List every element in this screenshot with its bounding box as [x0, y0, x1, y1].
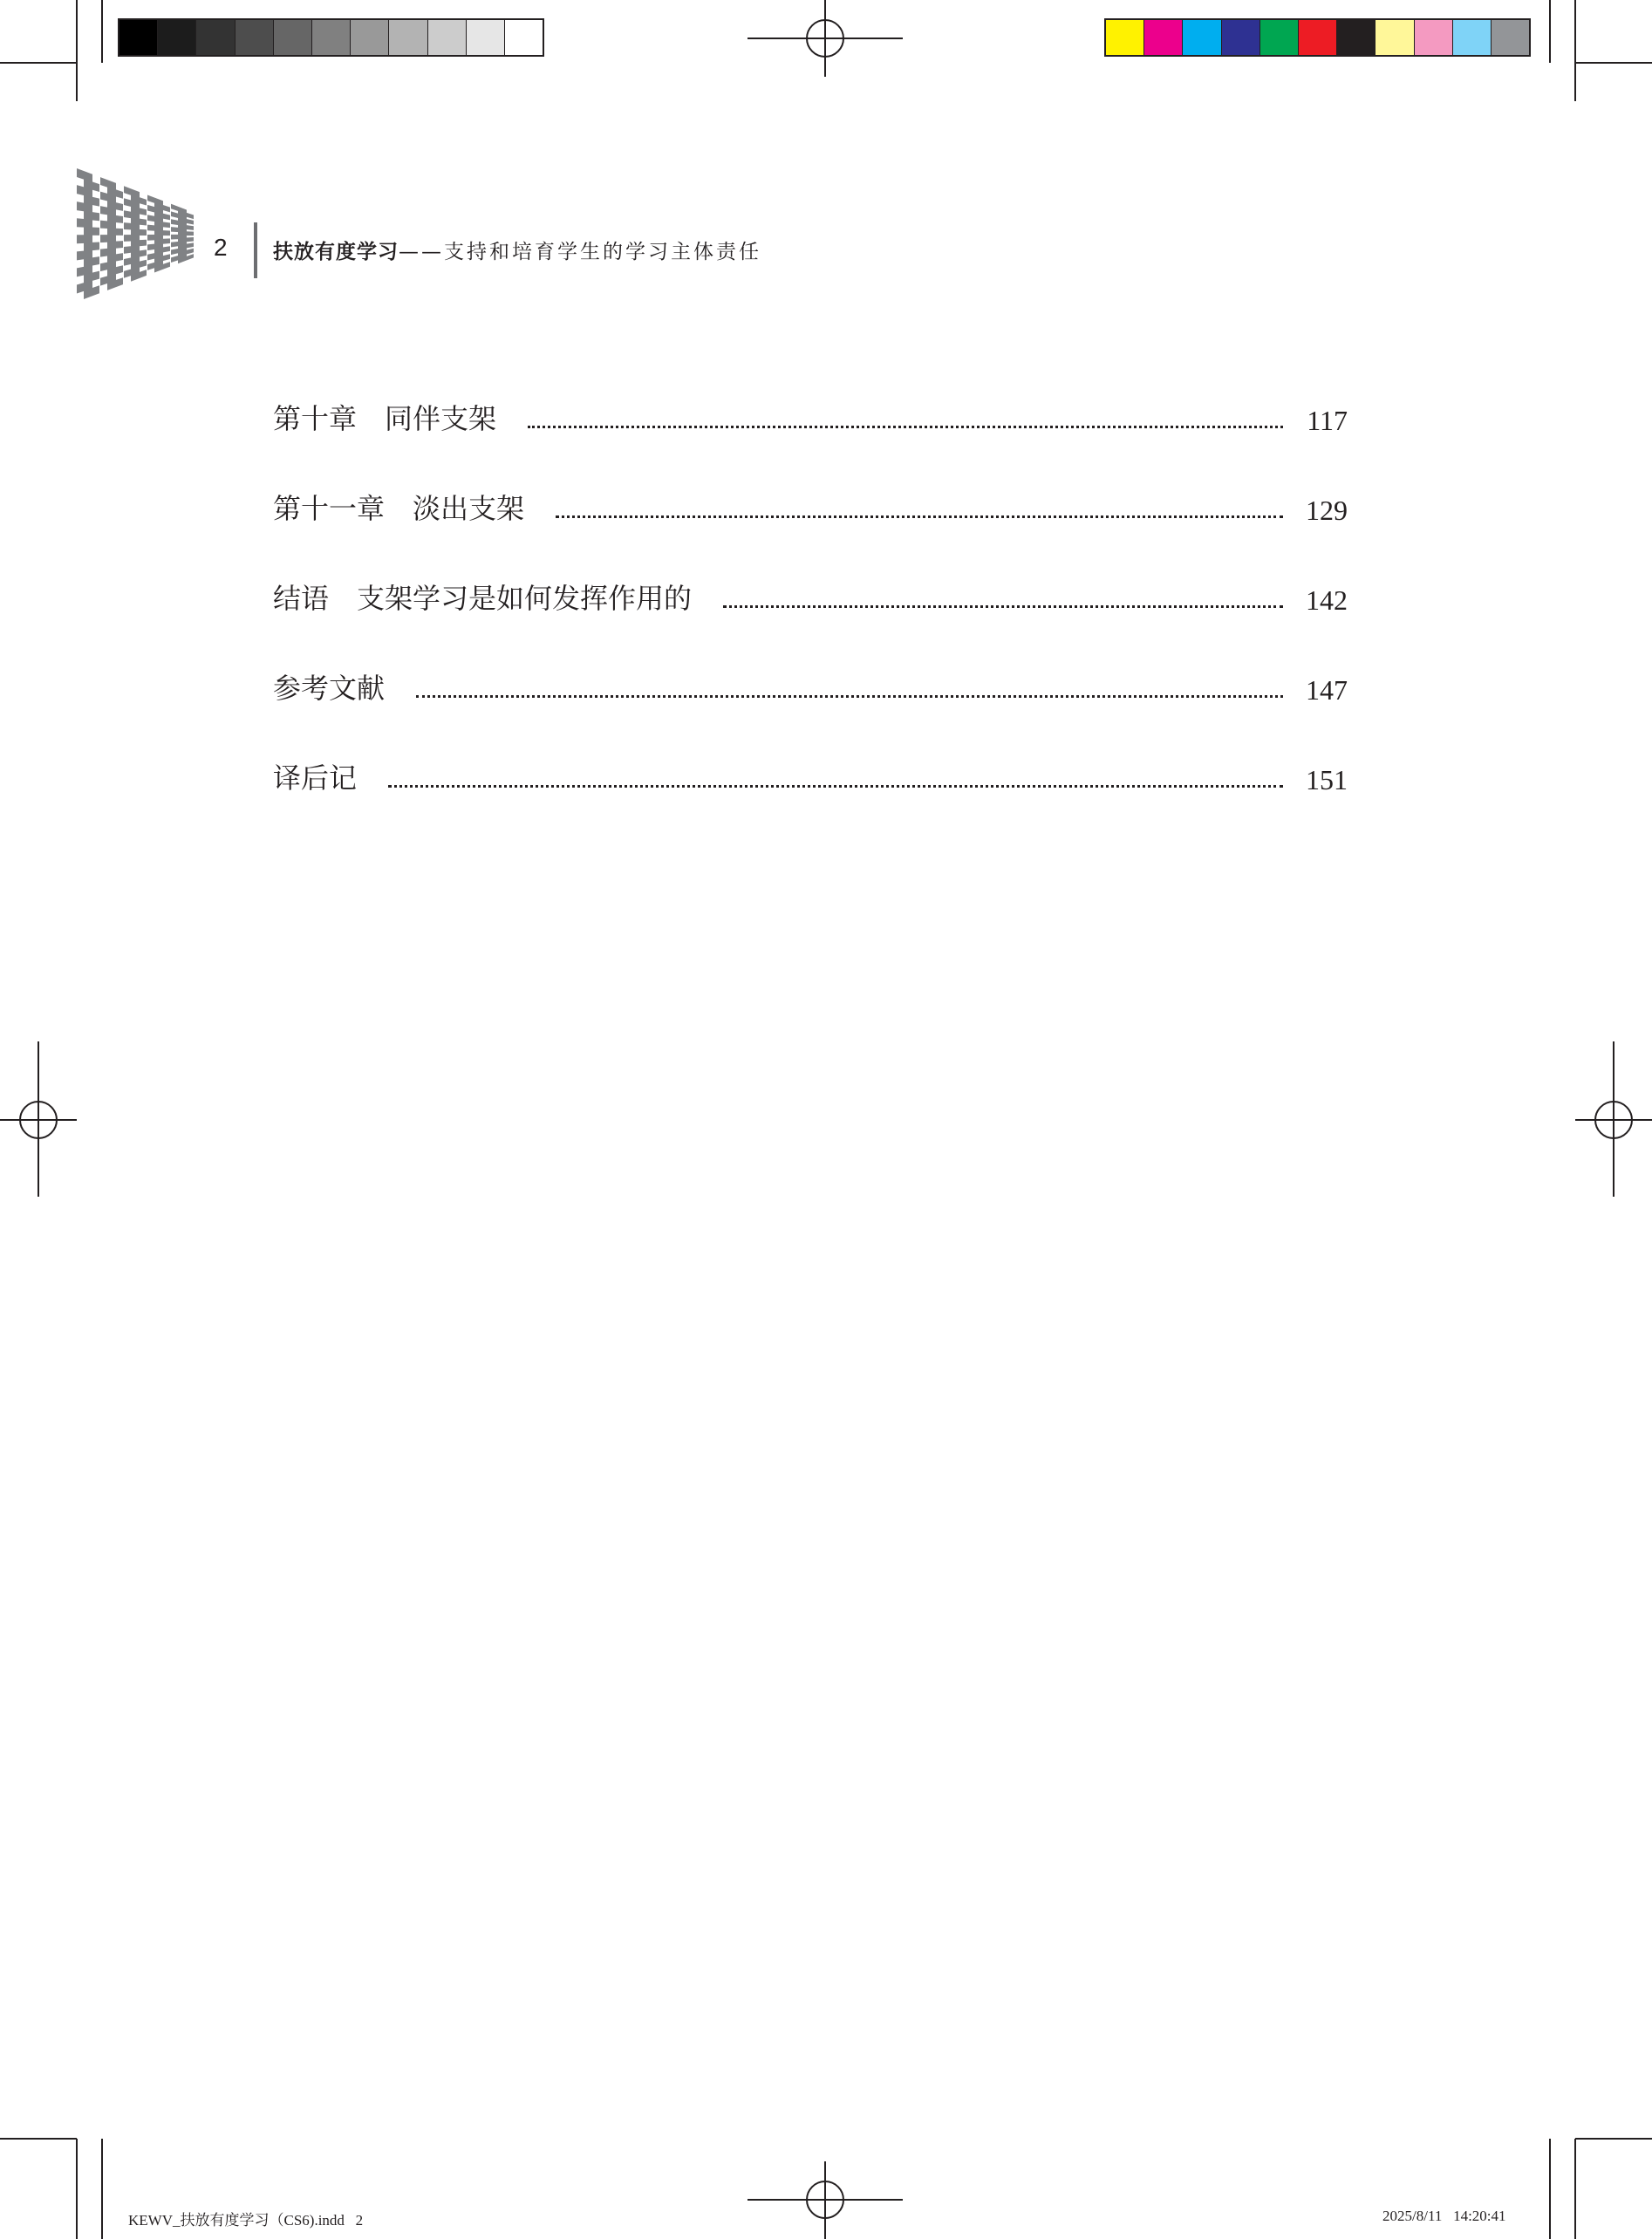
gray-swatch: [158, 20, 196, 55]
toc-entry-title: 第十一章 淡出支架: [273, 493, 525, 524]
toc-entry-title: 译后记: [273, 762, 358, 794]
gray-swatch: [467, 20, 505, 55]
toc-entry[interactable]: [273, 707, 1348, 796]
color-swatch: [1222, 20, 1260, 55]
book-subtitle: ——支持和培育学生的学习主体责任: [399, 241, 761, 263]
toc-entry-title: 结语 支架学习是如何发挥作用的: [273, 583, 693, 614]
gray-swatch: [119, 20, 158, 55]
slug-filename: KEWV_扶放有度学习（CS6).indd 2: [128, 2212, 364, 2229]
toc-entry[interactable]: [273, 617, 1348, 707]
page-number: 2: [214, 234, 228, 261]
toc-entry-page: 151: [1306, 764, 1348, 795]
color-swatch: [1106, 20, 1144, 55]
gray-swatch: [196, 20, 235, 55]
gray-swatch: [351, 20, 389, 55]
color-swatch: [1376, 20, 1414, 55]
slug-timestamp: 2025/8/11 14:20:41: [1382, 2208, 1506, 2224]
toc-entry[interactable]: [273, 527, 1348, 617]
grayscale-color-bar: [118, 18, 544, 57]
color-swatch: [1415, 20, 1453, 55]
dot-leader: [416, 694, 1283, 698]
table-of-contents: [273, 347, 1348, 796]
toc-entry-page: 117: [1307, 405, 1348, 436]
toc-entry-title: 参考文献: [273, 672, 386, 704]
toc-entry-page: 129: [1306, 495, 1348, 526]
dot-leader: [723, 604, 1283, 608]
header-divider: [254, 222, 257, 278]
color-swatch: [1492, 20, 1529, 55]
dot-leader: [528, 425, 1283, 428]
toc-entry-page: 147: [1306, 674, 1348, 706]
color-swatch: [1144, 20, 1183, 55]
gray-swatch: [505, 20, 543, 55]
running-header: [273, 236, 761, 264]
toc-entry[interactable]: [273, 347, 1348, 437]
color-swatch: [1260, 20, 1299, 55]
dot-leader: [388, 784, 1283, 788]
header-perspective-graphic: [77, 167, 195, 303]
gray-swatch: [389, 20, 427, 55]
color-swatch: [1337, 20, 1376, 55]
gray-swatch: [236, 20, 274, 55]
color-swatch: [1453, 20, 1492, 55]
dot-leader: [556, 515, 1283, 518]
book-title: 扶放有度学习: [273, 241, 399, 263]
color-swatch: [1183, 20, 1221, 55]
toc-entry[interactable]: [273, 437, 1348, 527]
toc-entry-page: 142: [1306, 584, 1348, 616]
process-color-bar: [1104, 18, 1531, 57]
gray-swatch: [312, 20, 351, 55]
color-swatch: [1299, 20, 1337, 55]
gray-swatch: [428, 20, 467, 55]
toc-entry-title: 第十章 同伴支架: [273, 403, 497, 434]
gray-swatch: [274, 20, 312, 55]
